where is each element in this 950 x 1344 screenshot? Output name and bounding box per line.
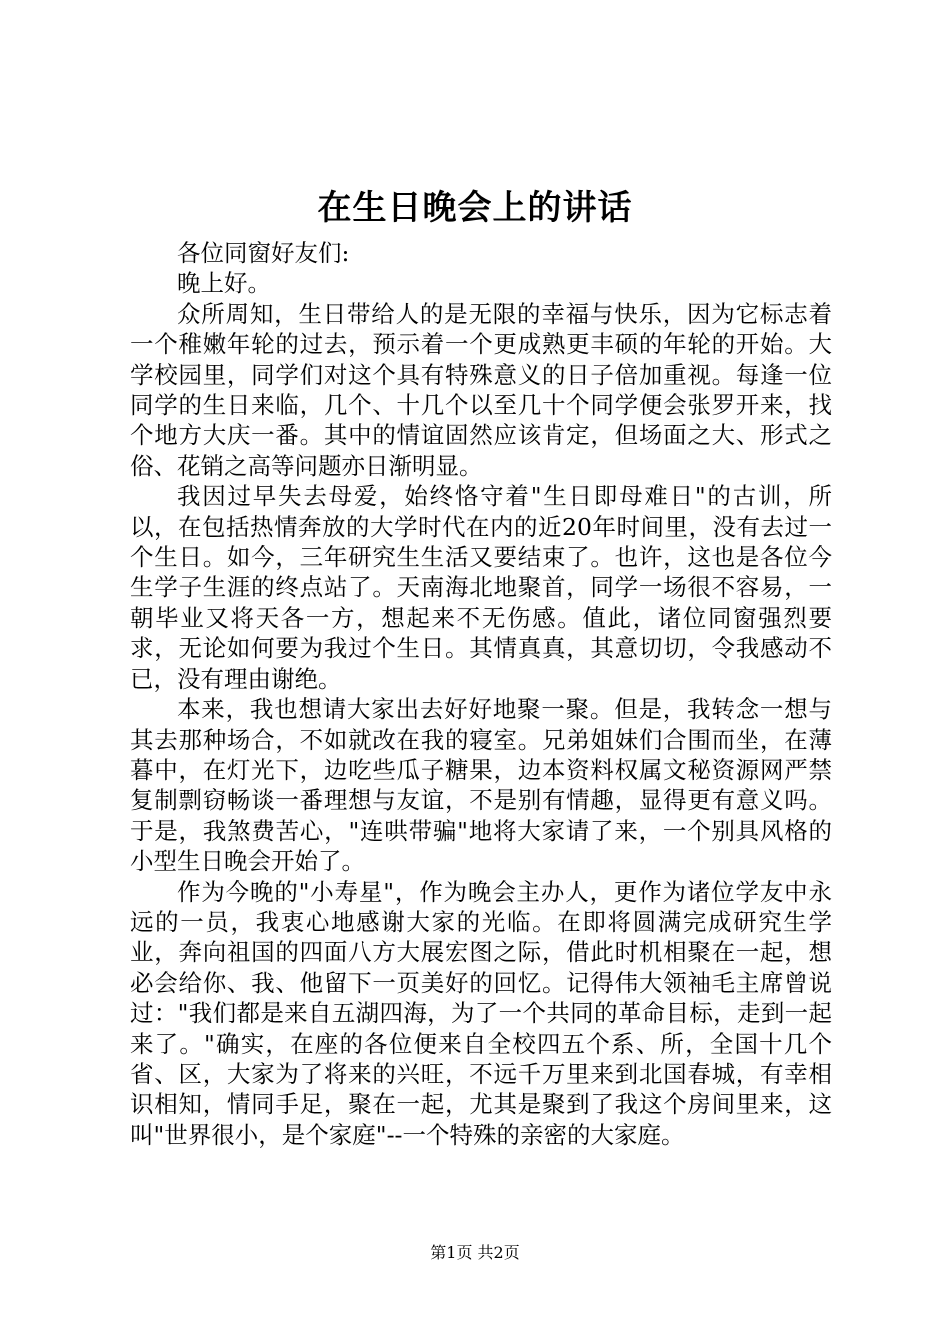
paragraph-good-evening: 晚上好。 — [177, 269, 271, 298]
document-body — [130, 238, 832, 1150]
paragraph-venue: 本来，我也想请大家出去好好地聚一聚。但是，我转念一想与其去那种场合，不如就改在我的寝室。兄弟姐妹们合围而坐，在薄暮中，在灯光下，边吃些瓜子糖果，边本资料权属文秘资源网严禁复制剽窃畅谈一番理想与友谊，不是别有情趣，显得更有意义吗。于是，我煞费苦心，"连哄带骗"地将大家请了来，一个别具风格的小型生日晚会开始了。 — [130, 695, 832, 876]
document-title: 在生日晚会上的讲话 — [317, 188, 633, 228]
paragraph-personal-story: 我因过早失去母爱，始终恪守着"生日即母难日"的古训，所以，在包括热情奔放的大学时代在内的近20年时间里，没有去过一个生日。如今，三年研究生生活又要结束了。也许，这也是各位今生学子生涯的终点站了。天南海北地聚首，同学一场很不容易，一朝毕业又将天各一方，想起来不无伤感。值此，诸位同窗强烈要求，无论如何要为我过个生日。其情真真，其意切切，令我感动不已，没有理由谢绝。 — [130, 482, 832, 693]
paragraph-greeting: 各位同窗好友们: — [177, 239, 350, 267]
paragraph-thanks: 作为今晚的"小寿星"，作为晚会主办人，更作为诸位学友中永远的一员，我衷心地感谢大家的光临。在即将圆满完成研究生学业，奔向祖国的四面八方大展宏图之际，借此时机相聚在一起，想必会给你、我、他留下一页美好的回忆。记得伟大领袖毛主席曾说过："我们都是来自五湖四海，为了一个共同的革命目标，走到一起来了。"确实，在座的各位便来自全校四五个系、所，全国十几个省、区，大家为了将来的兴旺，不远千万里来到北国春城，有幸相识相知，情同手足，聚在一起，尤其是聚到了我这个房间里来，这叫"世界很小，是个家庭"--一个特殊的亲密的大家庭。 — [130, 877, 832, 1149]
page-footer: 第1页 共2页 — [430, 1243, 520, 1262]
paragraph-birthday-meaning: 众所周知，生日带给人的是无限的幸福与快乐，因为它标志着一个稚嫩年轮的过去，预示着一个更成熟更丰硕的年轮的开始。大学校园里，同学们对这个具有特殊意义的日子倍加重视。每逢一位同学的生日来临，几个、十几个以至几十个同学便会张罗开来，找个地方大庆一番。其中的情谊固然应该肯定，但场面之大、形式之俗、花销之高等问题亦日渐明显。 — [130, 299, 832, 480]
